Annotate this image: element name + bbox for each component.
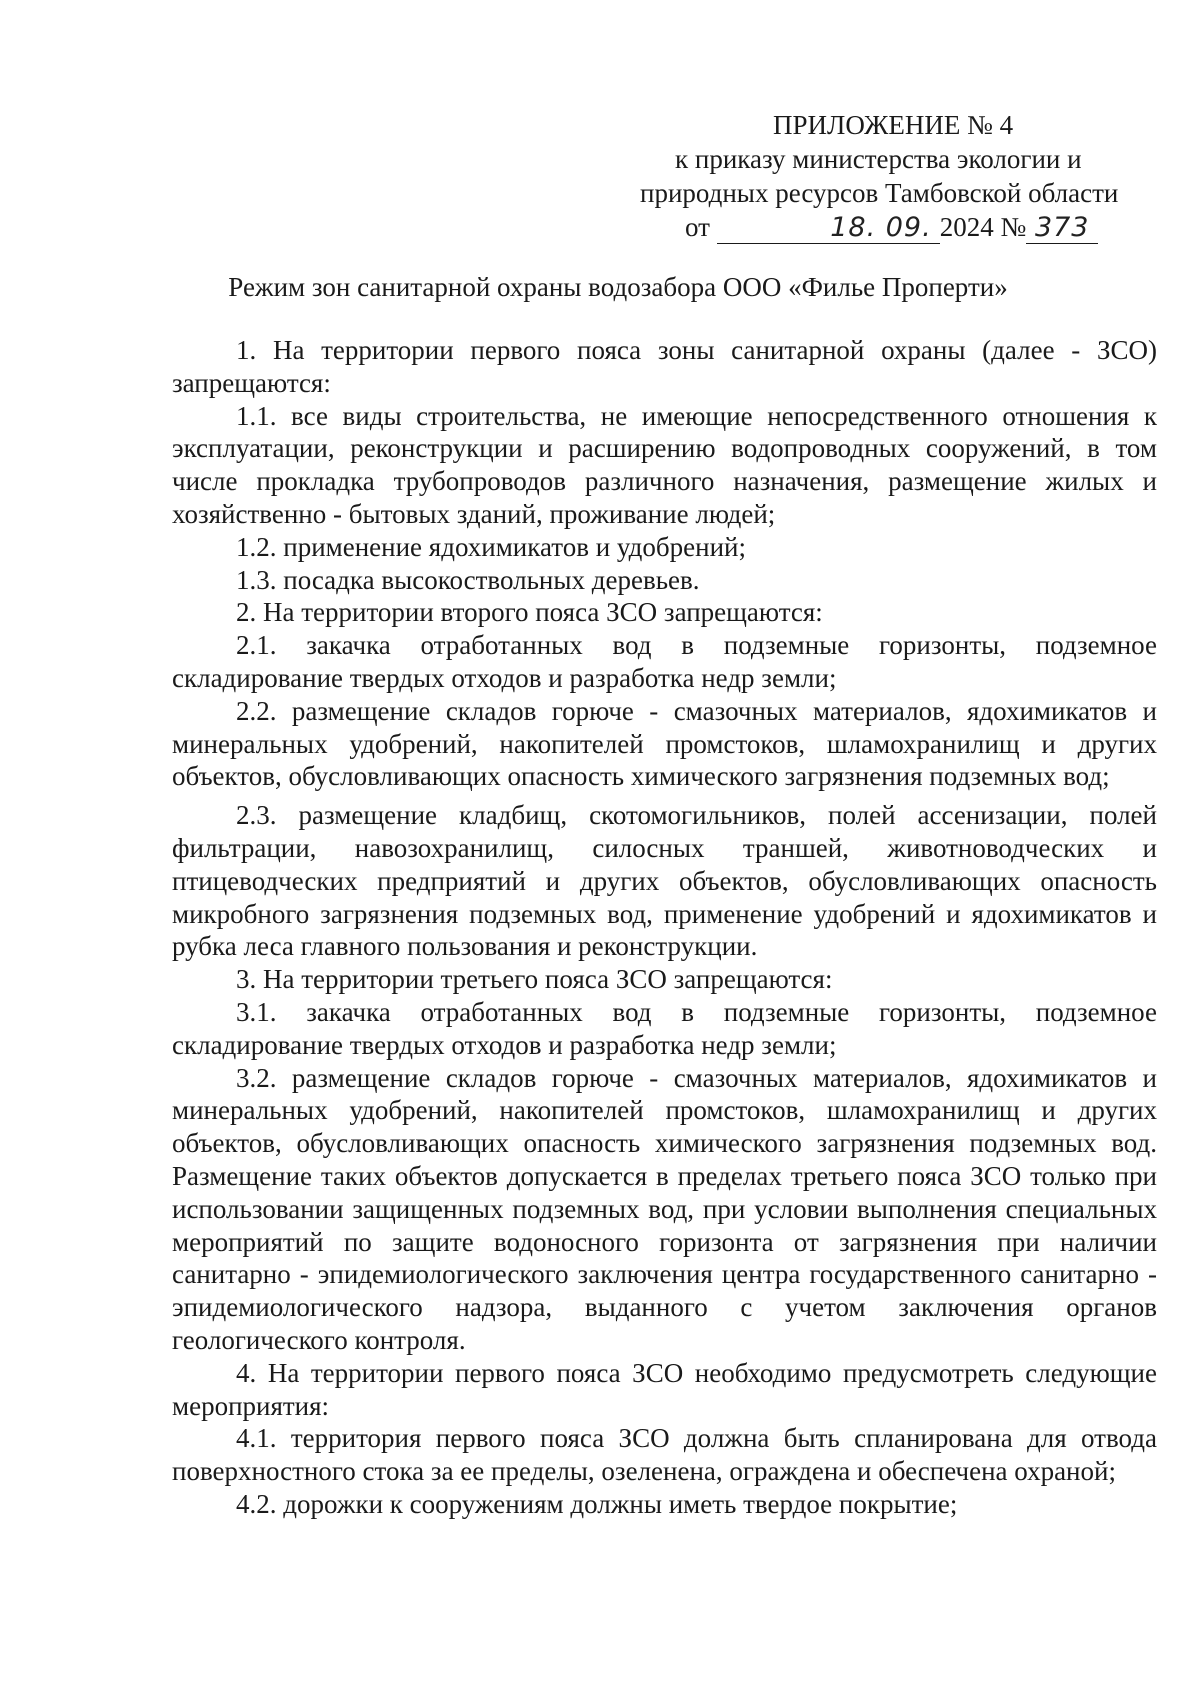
paragraph-4: 4. На территории первого пояса ЗСО необходимо предусмотреть следующие мероприятия:	[172, 1357, 1157, 1421]
appendix-order-line: к приказу министерства экологии и	[675, 144, 1082, 174]
paragraph-1-2: 1.2. применение ядохимикатов и удобрений;	[236, 531, 746, 562]
appendix-ministry-line: природных ресурсов Тамбовской области	[640, 178, 1119, 208]
paragraph-2-3: 2.3. размещение кладбищ, скотомогильников, полей ассенизации, полей фильтрации, навозохранилищ, силосных траншей, животноводческих и птицеводческих предприятий и других объектов, обусловливающих опасность микробного загрязнения подземных вод, применение удобрений и ядохимикатов и рубка леса главного пользования и реконструкции.	[172, 800, 1157, 962]
paragraph-2: 2. На территории второго пояса ЗСО запрещаются:	[236, 597, 823, 628]
paragraph-4-2: 4.2. дорожки к сооружениям должны иметь твердое покрытие;	[236, 1488, 958, 1519]
number-handwritten: 373	[1034, 212, 1090, 243]
number-field	[1026, 212, 1098, 244]
appendix-date-line	[640, 210, 1160, 244]
paragraph-1: 1. На территории первого пояса зоны санитарной охраны (далее - ЗСО) запрещаются:	[172, 335, 1157, 398]
paragraph-3-1: 3.1. закачка отработанных вод в подземные горизонты, подземное складирование твердых отходов и разработка недр земли;	[172, 996, 1157, 1060]
date-field	[717, 212, 940, 244]
paragraph-1-3: 1.3. посадка высокоствольных деревьев.	[236, 564, 700, 595]
date-handwritten: 18. 09.	[830, 212, 932, 243]
year-text: 2024 №	[939, 212, 1027, 242]
document-title: Режим зон санитарной охраны водозабора ООО «Филье Проперти»	[228, 272, 1008, 302]
paragraph-2-2: 2.2. размещение складов горюче - смазочных материалов, ядохимикатов и минеральных удобрений, накопителей промстоков, шламохранилищ и других объектов, обусловливающих опасность химического загрязнения подземных вод;	[172, 695, 1157, 792]
paragraph-3-2: 3.2. размещение складов горюче - смазочных материалов, ядохимикатов и минеральных удобрений, накопителей промстоков, шламохранилищ и других объектов, обусловливающих опасность химического загрязнения подземных вод. Размещение таких объектов допускается в пределах третьего пояса ЗСО только при использовании защищенных подземных вод, при условии выполнения специальных мероприятий по защите водоносного горизонта от загрязнения при наличии санитарно - эпидемиологического заключения центра государственного санитарно - эпидемиологического надзора, выданного с учетом заключения органов геологического контроля.	[172, 1062, 1157, 1355]
paragraph-2-1: 2.1. закачка отработанных вод в подземные горизонты, подземное складирование твердых отходов и разработка недр земли;	[172, 630, 1157, 693]
document-body	[172, 334, 1157, 1521]
date-prefix: от	[685, 212, 710, 242]
paragraph-3: 3. На территории третьего пояса ЗСО запрещаются:	[236, 964, 833, 995]
paragraph-1-1: 1.1. все виды строительства, не имеющие непосредственного отношения к эксплуатации, реконструкции и расширению водопроводных сооружений, в том числе прокладка трубопроводов различного назначения, размещение жилых и хозяйственно - бытовых зданий, проживание людей;	[172, 400, 1157, 529]
appendix-title: ПРИЛОЖЕНИЕ № 4	[773, 110, 1014, 140]
appendix-header	[640, 108, 1160, 244]
paragraph-4-1: 4.1. территория первого пояса ЗСО должна быть спланирована для отвода поверхностного стока за ее пределы, озеленена, ограждена и обеспечена охраной;	[172, 1423, 1157, 1487]
